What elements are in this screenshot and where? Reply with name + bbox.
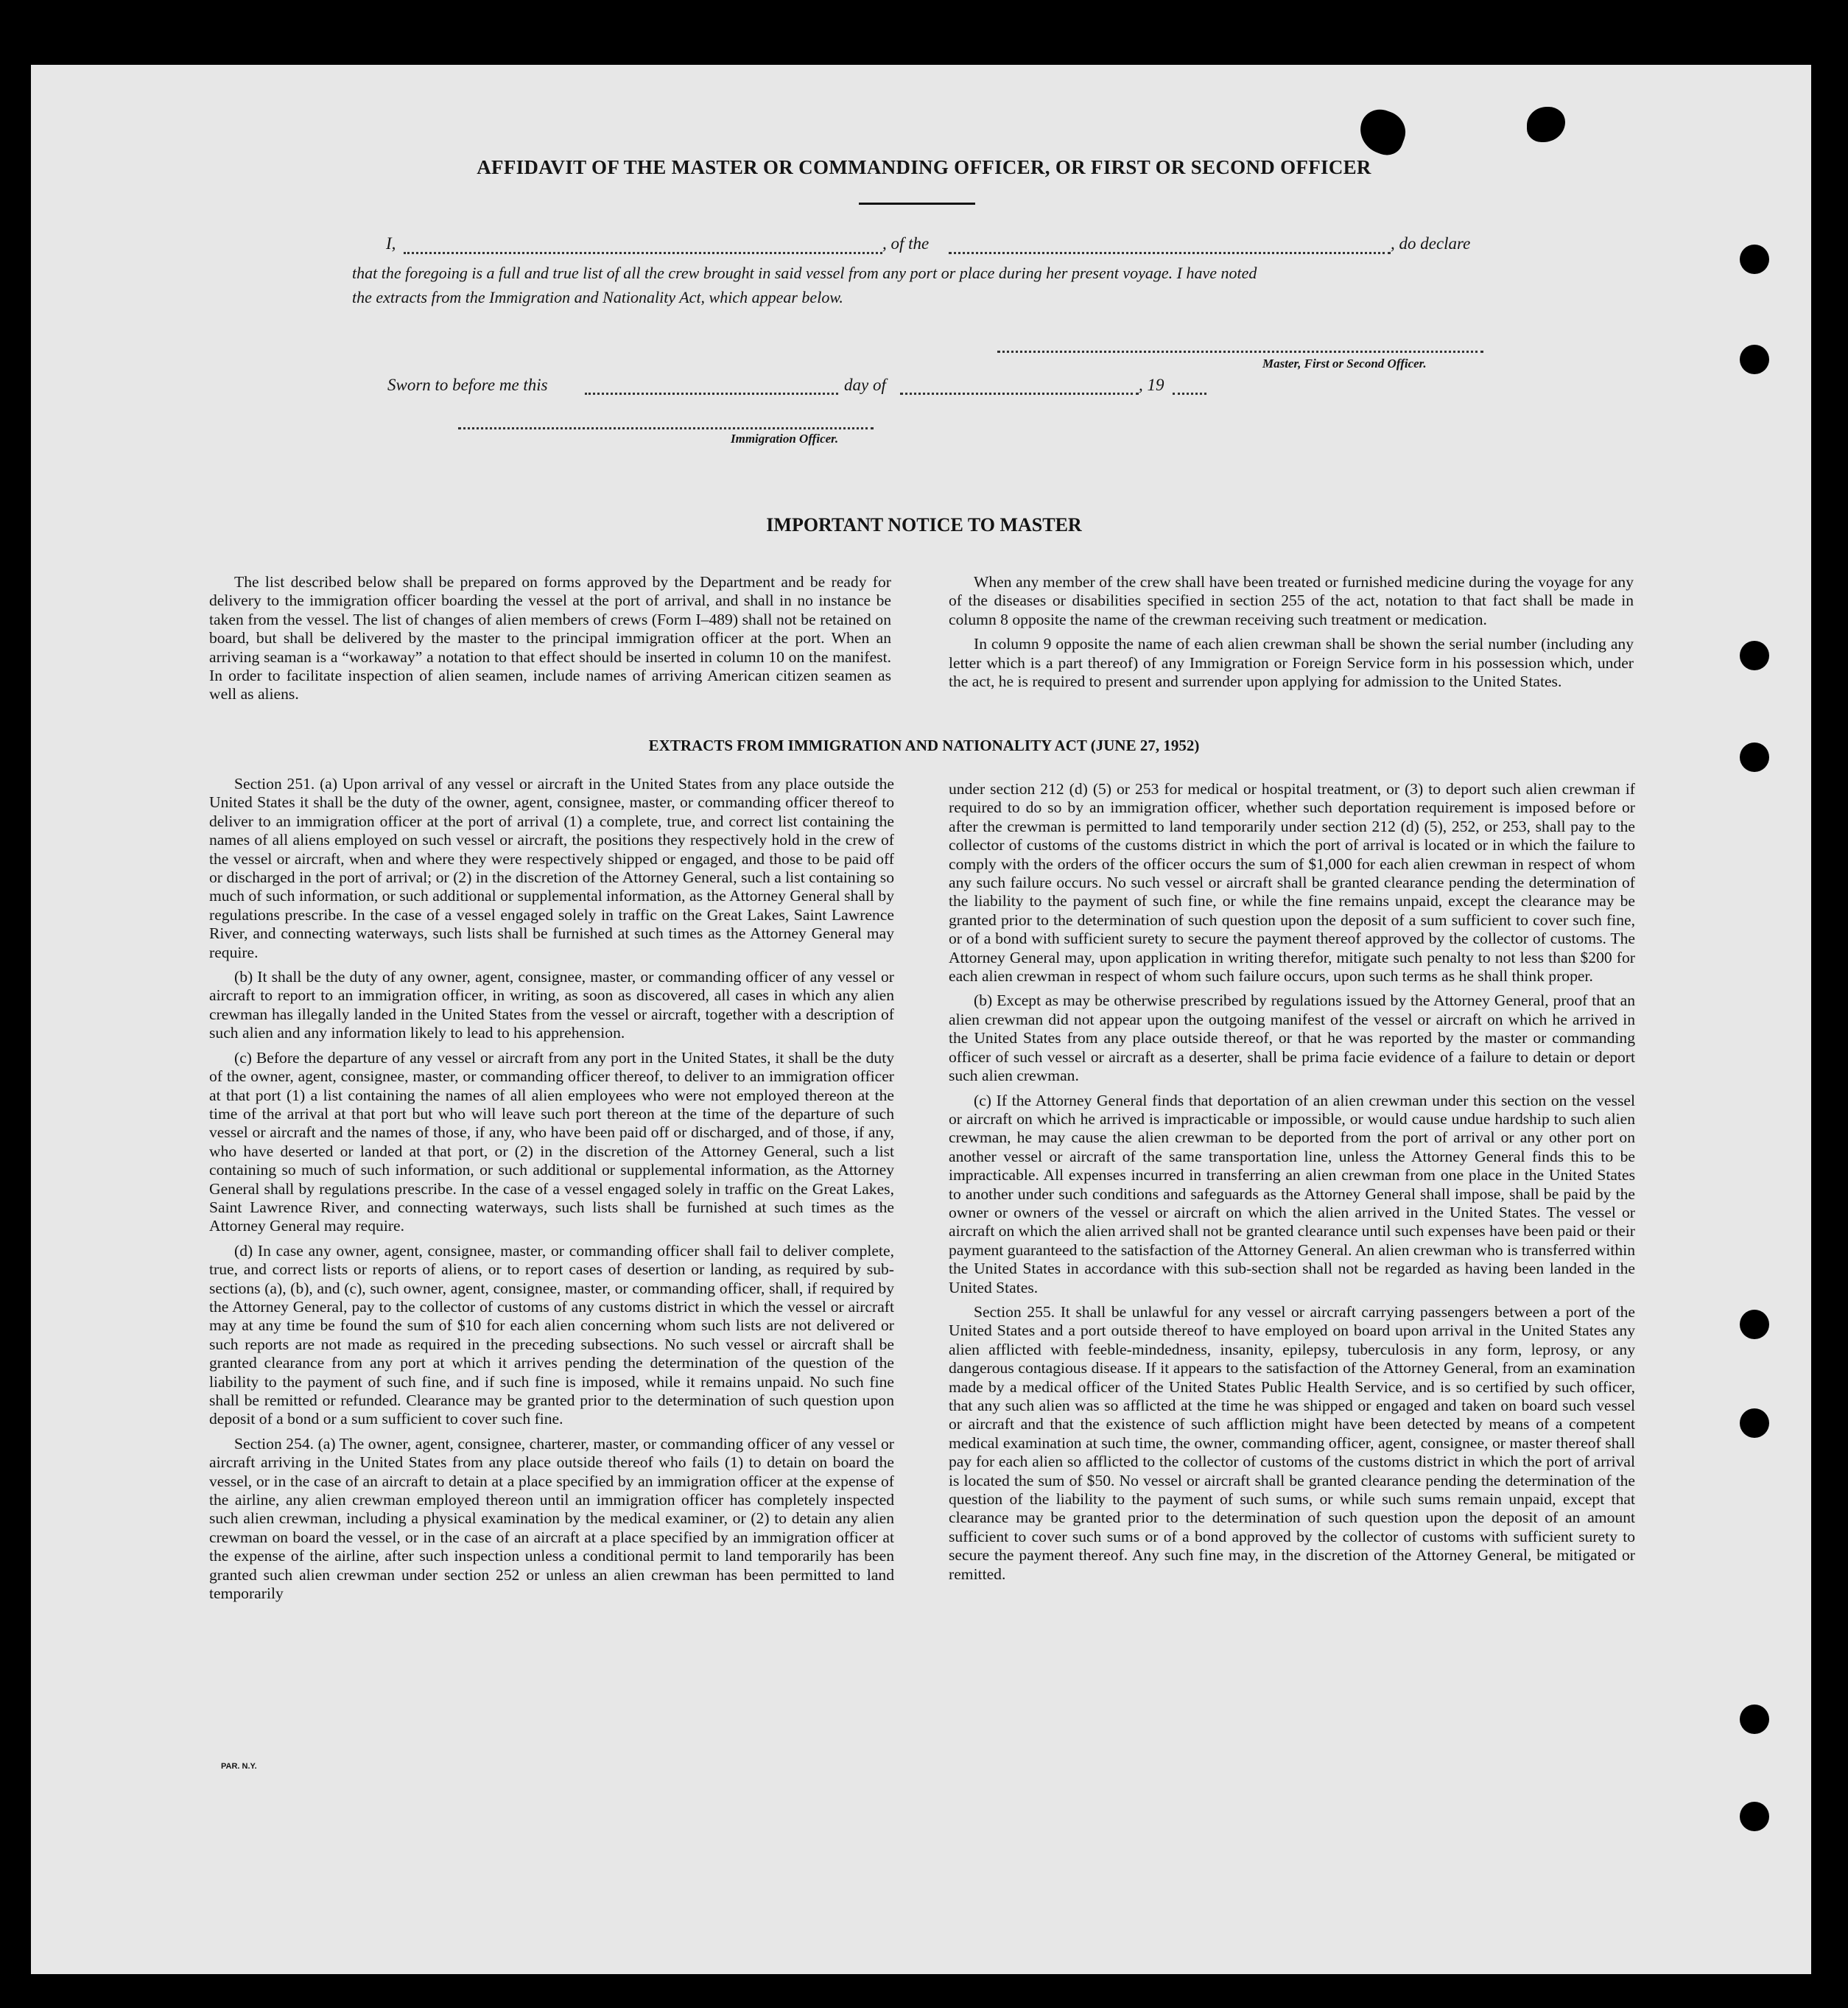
master-signature-label: Master, First or Second Officer. [1262, 357, 1427, 371]
vessel-field[interactable] [949, 252, 1391, 254]
notice-left-column [209, 573, 891, 710]
declaration-line-1: that the foregoing is a full and true list of all the crew brought in said vessel from any port or place during her present voyage. I have noted [352, 264, 1257, 282]
extract-paragraph: Section 251. (a) Upon arrival of any vessel or aircraft in the United States from any place outside the United States it shall be the duty of the owner, agent, consignee, master, or commanding officer thereof to deliver to an immigration officer at the port of arrival (1) a complete, true, and correct list containing the names of all aliens employed on such vessel or aircraft, the positions they respectively hold in the crew of the vessel or aircraft, when and where they were respectively shipped or engaged, and those to be paid off or discharged in the port of arrival; or (2) in the discretion of the Attorney General, such a list containing so much of such information, or such additional or supplemental information, as the Attorney General shall by regulations prescribe. In the case of a vessel engaged solely in traffic on the Great Lakes, Saint Lawrence River, and connecting waterways, such lists shall be furnished at such times as the Attorney General may require. [209, 775, 894, 961]
year-label: , 19 [1139, 376, 1164, 394]
punch-hole [1740, 1705, 1769, 1734]
notice-right-column [949, 573, 1634, 697]
notice-paragraph: In column 9 opposite the name of each alien crewman shall be shown the serial number (including any letter which is a part thereof) of any Immigration or Foreign Service form in his possession which, under the act, he is required to present and surrender upon applying for admission to the United States. [949, 635, 1634, 691]
punch-hole [1740, 1408, 1769, 1438]
sworn-label: Sworn to before me this [387, 376, 548, 394]
extract-paragraph: (b) It shall be the duty of any owner, agent, consignee, master, or commanding officer of any vessel or aircraft to report to an immigration officer, in writing, as soon as discovered, all cases in which any alien crewman has illegally landed in the United States from the vessel or aircraft, together with a description of such alien and any information likely to lead to his apprehension. [209, 968, 894, 1042]
extract-paragraph: Section 255. It shall be unlawful for any vessel or aircraft carrying passengers between a port of the United States and a port outside thereof to have employed on board upon arrival in the United States any alien afflicted with feeble-mindedness, insanity, epilepsy, tuberculosis in any form, leprosy, or any dangerous contagious disease. If it appears to the satisfaction of the Attorney General, from an examination made by a medical officer of the United States Public Health Service, and is so certified by such officer, that any such alien was so afflicted at the time he was shipped or engaged and taken on board such vessel or aircraft and that the existence of such affliction might have been detected by means of a competent medical examination at such time, the owner, commanding officer, agent, consignee, or master thereof shall pay for each alien so afflicted to the collector of customs of the customs district in which the port of arrival is located the sum of $50. No vessel or aircraft shall be granted clearance pending the determination of the question of the liability to the payment of such sums, or while such sums remain unpaid, except that clearance may be granted prior to the determination of such question upon the deposit of an amount sufficient to cover such sums or of a bond approved by the collector of customs with sufficient surety to secure the payment thereof. Any such fine may, in the discretion of the Attorney General, be mitigated or remitted. [949, 1302, 1635, 1583]
title-rule [859, 203, 975, 205]
sworn-day-field[interactable] [585, 393, 838, 395]
sworn-year-field[interactable] [1173, 393, 1206, 395]
notice-title: IMPORTANT NOTICE TO MASTER [766, 514, 1082, 536]
declaration-line-2: the extracts from the Immigration and Nationality Act, which appear below. [352, 288, 843, 306]
affidavit-title: AFFIDAVIT OF THE MASTER OR COMMANDING OFFICER, OR FIRST OR SECOND OFFICER [477, 156, 1371, 178]
punch-hole [1740, 1802, 1769, 1831]
of-the-label: , of the [882, 234, 930, 253]
extract-paragraph: (c) Before the departure of any vessel or aircraft from any port in the United States, it shall be the duty of the owner, agent, consignee, master, or commanding officer thereof, to deliver to an immigration officer at that port (1) a list containing the names of all alien employees who were not employed thereon at the time of the arrival at that port but who will leave such port thereon at the time of the departure of such vessel or aircraft and the names of those, if any, who have been paid off or discharged, and of those, if any, who have deserted or landed at that port, or (2) in the discretion of the Attorney General, such a list containing so much of such information, or such additional or supplemental information, as the Attorney General shall by regulations prescribe. In the case of a vessel engaged solely in traffic on the Great Lakes, Saint Lawrence River, and connecting waterways, such lists shall be furnished at such times as the Attorney General may require. [209, 1048, 894, 1235]
extract-paragraph: under section 212 (d) (5) or 253 for medical or hospital treatment, or (3) to deport such alien crewman if required to do so by an immigration officer, whether such deportation requirement is imposed before or after the crewman is permitted to land temporarily under section 212 (d) (5), 252, or 253, shall pay to the collector of customs of the customs district in which the port of arrival is located or in which the failure to comply with the orders of the officer occurs the sum of $1,000 for each alien crewman in respect of whom any such failure occurs. No such vessel or aircraft shall be granted clearance pending the determination of the liability to the payment of such fine, or while the fine remains unpaid, except the clearance may be granted prior to the determination of such question upon the deposit of a sum sufficient to cover such fine, or of a bond with sufficient surety to secure the payment thereof approved by the collector of customs. The Attorney General may, upon application in writing therefor, mitigate such penalty to not less than $200 for each alien crewman in respect of whom such failure occurs, upon such terms as he shall think proper. [949, 780, 1635, 986]
notice-paragraph: When any member of the crew shall have been treated or furnished medicine during the voyage for any of the diseases or disabilities specified in section 255 of the act, notation to that fact shall be made in column 8 opposite the name of the crewman receiving such treatment or medication. [949, 573, 1634, 628]
punch-hole [1740, 345, 1769, 374]
do-declare-label: , do declare [1391, 234, 1471, 253]
extracts-title: EXTRACTS FROM IMMIGRATION AND NATIONALITY ACT (JUNE 27, 1952) [648, 737, 1200, 754]
punch-hole [1740, 1310, 1769, 1339]
officer-signature-label: Immigration Officer. [731, 432, 839, 446]
i-label: I, [386, 234, 396, 253]
name-field[interactable] [404, 252, 882, 254]
punch-hole [1740, 641, 1769, 670]
officer-signature-field[interactable] [458, 427, 874, 429]
day-of-label: day of [844, 376, 886, 394]
notice-paragraph: The list described below shall be prepared on forms approved by the Department and be ready for delivery to the immigration officer boarding the vessel at the port of arrival, and shall in no instance be taken from the vessel. The list of changes of alien members of crews (Form I–489) shall not be retained on board, but shall be delivered by the master to the principal immigration officer at the port. When an arriving seaman is a “workaway” a notation to that effect should be inserted in column 10 on the manifest. In order to facilitate inspection of alien seamen, include names of arriving American citizen seamen as well as aliens. [209, 573, 891, 703]
extract-paragraph: (d) In case any owner, agent, consignee, master, or commanding officer shall fail to deliver complete, true, and correct lists or reports of aliens, or to report cases of desertion or landing, as required by sub-sections (a), (b), and (c), such owner, agent, consignee, master, or commanding officer, shall, if required by the Attorney General, pay to the collector of customs of any customs district in which the vessel or aircraft may at any time be found the sum of $10 for each alien concerning whom such lists are not delivered or such reports are not made as required in the preceding subsections. No such vessel or aircraft shall be granted clearance from any port at which it arrives pending the determination of the question of the liability to the payment of such fine, and if such fine is imposed, while it remains unpaid. No such fine shall be remitted or refunded. Clearance may be granted prior to the determination of such question upon deposit of a bond or a sum sufficient to cover such fine. [209, 1241, 894, 1428]
master-signature-field[interactable] [997, 351, 1483, 353]
extract-paragraph: (c) If the Attorney General finds that deportation of an alien crewman under this section on the vessel or aircraft on which he arrived is impracticable or impossible, or would cause undue hardship to such alien crewman, he may cause the alien crewman to be deported from the port of arrival or any other port on another vessel or aircraft of the same transportation line, unless the Attorney General finds this to be impracticable. All expenses incurred in transferring an alien crewman from one place in the United States to another under such conditions and safeguards as the Attorney General shall impose, shall be paid by the owner or owners of the vessel or aircraft on which the alien arrived in the United States. The vessel or aircraft on which the alien arrived shall not be granted clearance until such expenses have been paid or their payment guaranteed to the satisfaction of the Attorney General. An alien crewman who is transferred within the United States in accordance with this sub-section shall not be regarded as having been landed in the United States. [949, 1091, 1635, 1296]
extracts-left-column [209, 775, 894, 1609]
extract-paragraph: Section 254. (a) The owner, agent, consignee, charterer, master, or commanding officer of any vessel or aircraft arriving in the United States from any place outside thereof who fails (1) to detain on board the vessel, or in the case of an aircraft to detain at a place specified by an immigration officer at the expense of the airline, any alien crewman employed thereon until an immigration officer has completely inspected such alien crewman, including a physical examination by the medical examiner, or (2) to detain any alien crewman on board the vessel, or in the case of an aircraft at a place specified by an immigration officer at the expense of the airline, after such inspection unless a conditional permit to land temporarily has been granted such alien crewman under section 252 or unless an alien crewman has been permitted to land temporarily [209, 1434, 894, 1603]
extract-paragraph: (b) Except as may be otherwise prescribed by regulations issued by the Attorney General, proof that an alien crewman did not appear upon the outgoing manifest of the vessel or aircraft on which he arrived in the United States from any place outside thereof, or that he was reported by the master or commanding officer of such vessel or aircraft as a deserter, shall be prima facie evidence of a failure to detain or deport such alien crewman. [949, 991, 1635, 1085]
sworn-month-field[interactable] [900, 393, 1139, 395]
printer-mark: PAR. N.Y. [221, 1762, 257, 1771]
punch-hole [1740, 245, 1769, 274]
extracts-right-column [949, 780, 1635, 1590]
